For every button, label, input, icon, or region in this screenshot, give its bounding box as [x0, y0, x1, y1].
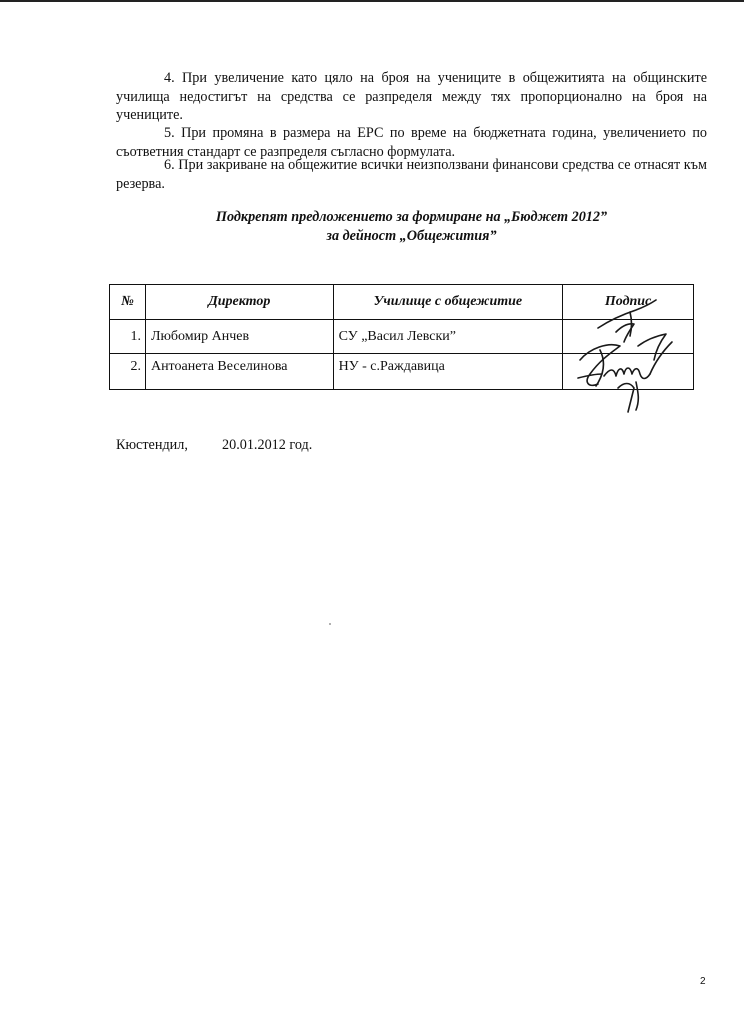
scan-speck	[329, 623, 331, 625]
header-school: Училище с общежитие	[333, 285, 563, 320]
support-heading-line2: за дейност „Общежития”	[326, 228, 497, 244]
support-heading-line1: Подкрепят предложението за формиране на „Бюджет 2012”	[215, 209, 608, 225]
row-director: Антоанета Веселинова	[145, 354, 333, 390]
header-signature: Подпис	[563, 285, 694, 320]
row-school: СУ „Васил Левски”	[333, 320, 563, 354]
page-number: 2	[700, 976, 706, 987]
handwritten-signature-icon	[560, 290, 700, 420]
paragraph-4: 4. При увеличение като цяло на броя на учениците в общежитията на общинските училища недостигът на средства се разпределя между тях пропорционално на броя на учениците.	[116, 70, 707, 123]
row-number: 1.	[110, 320, 146, 354]
header-director: Директор	[145, 285, 333, 320]
place-label: Кюстендил,	[116, 437, 188, 453]
scan-top-edge	[0, 0, 744, 2]
paragraph-5: 5. При промяна в размера на ЕРС по време на бюджетната година, увеличението по съответния стандарт се разпределя съгласно формулата.	[116, 125, 707, 160]
row-director: Любомир Анчев	[145, 320, 333, 354]
header-number: №	[110, 285, 146, 320]
row-number: 2.	[110, 354, 146, 390]
row-school: НУ - с.Раждавица	[333, 354, 563, 390]
paragraph-6: 6. При закриване на общежитие всички неизползвани финансови средства се отнасят към резерва.	[116, 157, 707, 192]
date-label: 20.01.2012 год.	[222, 437, 313, 453]
